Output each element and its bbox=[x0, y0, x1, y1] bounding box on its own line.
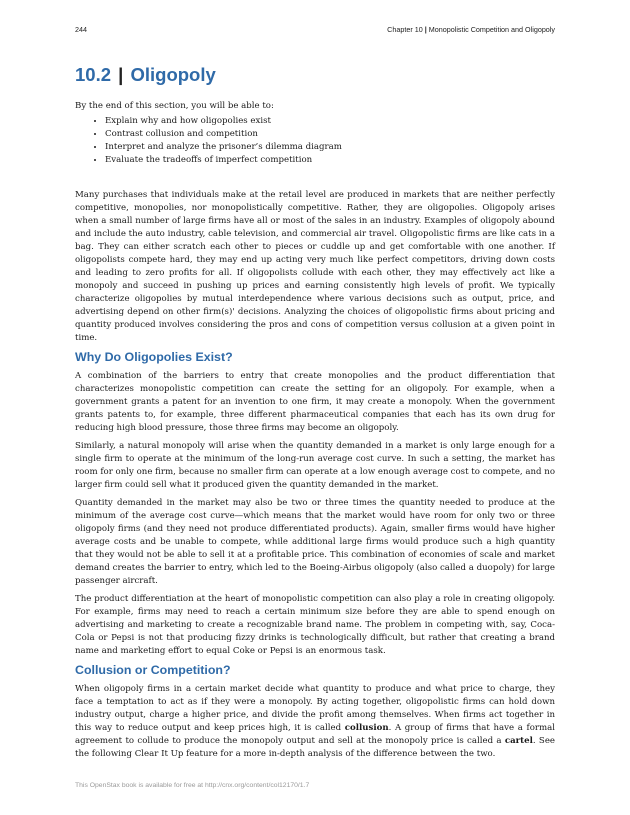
text-run: . See the following Clear It Up feature for a more in-depth analysis of the difference between the two. bbox=[75, 736, 555, 759]
paragraph: Similarly, a natural monopoly will arise when the quantity demanded in a market is only large enough for a single firm to operate at the minimum of the long-run average cost curve. In such a setting, the market has room for only one firm, because no smaller firm can operate at a low enough average cost to compete, and no larger firm could sell what it produced given the quantity demanded in the market. bbox=[75, 441, 555, 490]
paragraph: Quantity demanded in the market may also be two or three times the quantity needed to produce at the minimum of the average cost curve—which means that the market would have room for only two or three oligopoly firms (and they need not produce differentiated products). Again, smaller firms would have higher average costs and be unable to compete, while additional large firms would produce such a high quantity that they would not be able to sell it at a profitable price. This combination of economies of scale and market demand creates the barrier to entry, which led to the Boeing-Airbus oligopoly (also called a duopoly) for large passenger aircraft. bbox=[75, 498, 555, 586]
objective-item: • Contrast collusion and competition bbox=[105, 128, 555, 141]
objectives-intro: By the end of this section, you will be able to: bbox=[75, 101, 274, 111]
chapter-name: Monopolistic Competition and Oligopoly bbox=[428, 25, 555, 34]
intro-paragraph: Many purchases that individuals make at the retail level are produced in markets that are neither perfectly competitive, monopolies, nor monopolistically competitive. Rather, they are oligopolies. Oligopoly arises when a small number of large firms have all or most of the sales in an industry. Examples of oligopoly abound and include the auto industry, cable television, and commercial air travel. Oligopolistic firms are like cats in a bag. They can either scratch each other to pieces or cuddle up and get comfortable with one another. If oligopolists compete hard, they may end up acting very much like perfect competitors, driving down costs and leading to zero profits for all. If oligopolists collude with each other, they may effectively act like a monopoly and succeed in pushing up prices and earning consistently high levels of profit. We typically characterize oligopolies by mutual interdependence where various decisions such as output, price, and advertising depend on other firm(s)' decisions. Analyzing the choices of oligopolistic firms about pricing and quantity produced involves considering the pros and cons of competition versus collusion at a given point in time. bbox=[75, 190, 555, 343]
learning-objectives-list bbox=[75, 115, 555, 167]
running-chapter-title bbox=[387, 25, 555, 34]
paragraph: The product differentiation at the heart of monopolistic competition can also play a role in creating oligopoly. For example, firms may need to reach a certain minimum size before they are able to spend enough on advertising and marketing to create a recognizable brand name. The problem in competing with, say, Coca-Cola or Pepsi is not that producing fizzy drinks is technologically difficult, but rather that creating a brand name and marketing effort to equal Coke or Pepsi is an enormous task. bbox=[75, 594, 555, 656]
objective-item: • Explain why and how oligopolies exist bbox=[105, 115, 555, 128]
section-body bbox=[75, 100, 555, 766]
section-separator: | bbox=[118, 64, 124, 85]
text-run: When oligopoly firms in a certain market decide what quantity to produce and what price to charge, they face a temptation to act as if they were a monopoly. By acting together, oligopolistic firms can hold down industry output, charge a higher price, and divide the profit among themselves. When firms act together in this way to reduce output and keep prices high, it is called bbox=[75, 684, 555, 733]
heading-collusion-or-competition: Collusion or Competition? bbox=[75, 663, 231, 677]
section-number: 10.2 bbox=[75, 64, 112, 85]
paragraph: A combination of the barriers to entry that create monopolies and the product differentiation that characterizes monopolistic competition can create the setting for an oligopoly. For example, when a government grants a patent for an invention to one firm, it may create a monopoly. When the government grants patents to, for example, three different pharmaceutical companies that each has its own drug for reducing high blood pressure, those three firms may become an oligopoly. bbox=[75, 371, 555, 433]
chapter-separator: | bbox=[424, 25, 427, 34]
text-run: . A group of firms that have a formal agreement to collude to produce the monopoly output and sell at the monopoly price is called a bbox=[75, 723, 556, 746]
page-number: 244 bbox=[75, 25, 87, 34]
collusion-paragraph bbox=[75, 683, 555, 761]
objective-item: • Interpret and analyze the prisoner’s dilemma diagram bbox=[105, 141, 555, 154]
page-footer: This OpenStax book is available for free at http://cnx.org/content/col12170/1.7 bbox=[75, 782, 310, 789]
section-title bbox=[75, 64, 216, 86]
term-collusion: collusion bbox=[344, 723, 389, 733]
heading-why-oligopolies-exist: Why Do Oligopolies Exist? bbox=[75, 350, 233, 364]
chapter-prefix: Chapter 10 bbox=[387, 25, 423, 34]
section-name: Oligopoly bbox=[130, 64, 216, 85]
term-cartel: cartel bbox=[504, 736, 533, 746]
objective-item: • Evaluate the tradeoffs of imperfect competition bbox=[105, 154, 555, 167]
